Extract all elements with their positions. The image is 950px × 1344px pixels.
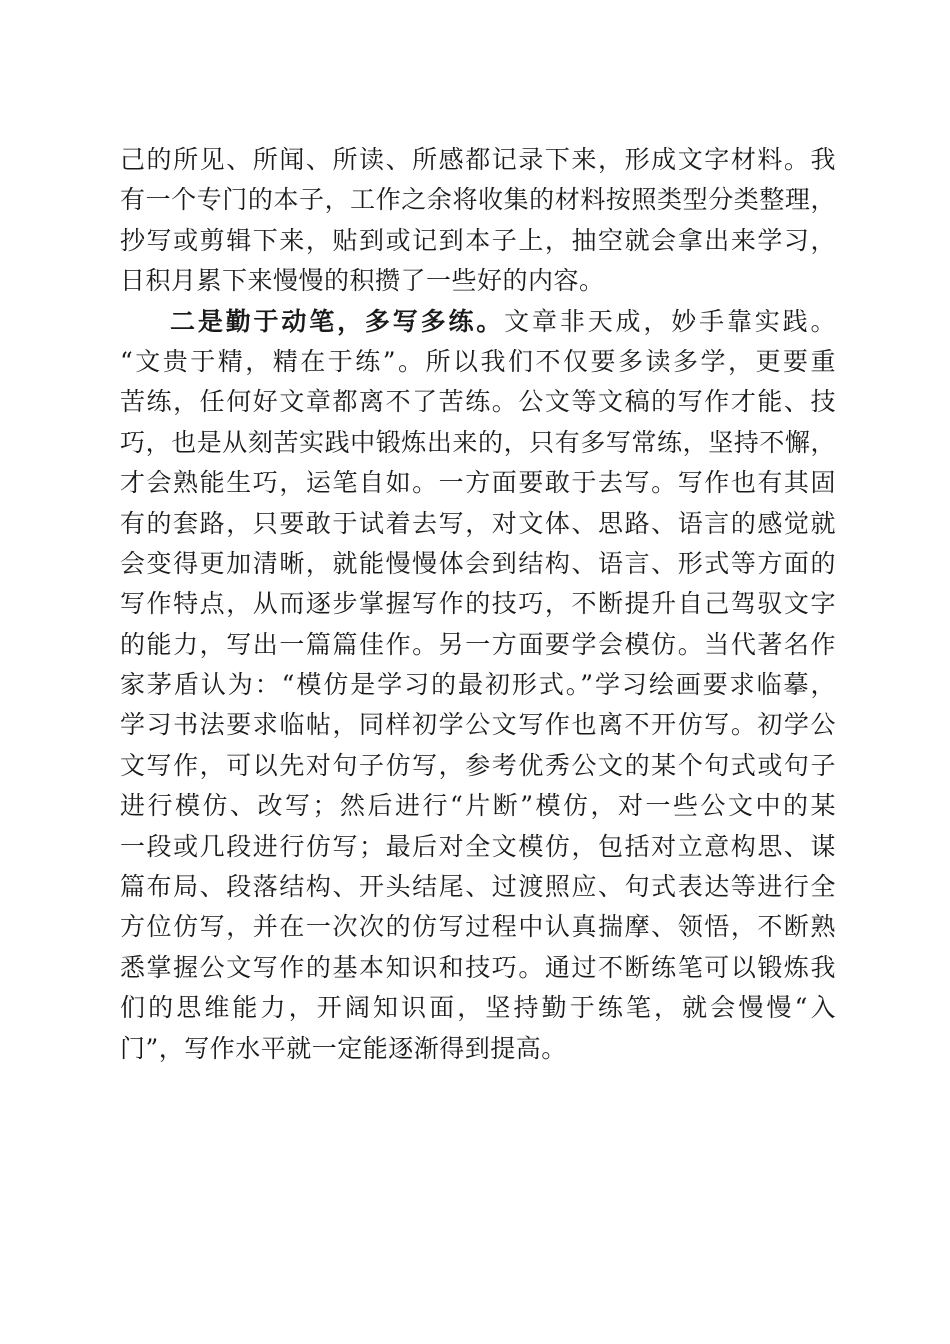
- text-line: 篇布局、段落结构、开头结尾、过渡照应、句式表达等进行全: [120, 872, 836, 902]
- text-line: 有一个专门的本子，工作之余将收集的材料按照类型分类整理，: [120, 185, 836, 215]
- paragraph-2: [120, 302, 836, 1069]
- text-line: 有的套路，只要敢于试着去写，对文体、思路、语言的感觉就: [120, 508, 836, 538]
- text-line: 的能力，写出一篇篇佳作。另一方面要学会模仿。当代著名作: [120, 629, 836, 659]
- text-line: 己的所见、所闻、所读、所感都记录下来，形成文字材料。我: [120, 145, 836, 174]
- text-line: 家茅盾认为：“模仿是学习的最初形式。”学习绘画要求临摹，: [120, 670, 836, 700]
- text-line: 门”，写作水平就一定能逐渐得到提高。: [120, 1033, 567, 1063]
- paragraph-first-line: [120, 302, 836, 342]
- text-line: “文贵于精，精在于练”。所以我们不仅要多读多学，更要重: [120, 346, 836, 376]
- heading-continuation: 文章非天成，妙手靠实践。: [504, 306, 836, 336]
- text-line: 学习书法要求临帖，同样初学公文写作也离不开仿写。初学公: [120, 710, 836, 740]
- paragraph-heading: 二是勤于动笔，多写多练。: [170, 306, 505, 336]
- text-line: 抄写或剪辑下来，贴到或记到本子上，抽空就会拿出来学习，: [120, 225, 836, 255]
- paragraph-1: [120, 140, 836, 302]
- text-line: 进行模仿、改写；然后进行“片断”模仿，对一些公文中的某: [120, 791, 836, 821]
- text-line: 方位仿写，并在一次次的仿写过程中认真揣摩、领悟，不断熟: [120, 912, 836, 942]
- document-page: [120, 140, 836, 1069]
- text-line: 们的思维能力，开阔知识面，坚持勤于练笔，就会慢慢“入: [120, 993, 836, 1023]
- text-line: 一段或几段进行仿写；最后对全文模仿，包括对立意构思、谋: [120, 831, 836, 861]
- text-line: 才会熟能生巧，运笔自如。一方面要敢于去写。写作也有其固: [120, 468, 836, 498]
- text-line: 写作特点，从而逐步掌握写作的技巧，不断提升自己驾驭文字: [120, 589, 836, 619]
- text-line: 苦练，任何好文章都离不了苦练。公文等文稿的写作才能、技: [120, 387, 836, 417]
- text-line: 巧，也是从刻苦实践中锻炼出来的，只有多写常练，坚持不懈，: [120, 427, 836, 457]
- text-line: 会变得更加清晰，就能慢慢体会到结构、语言、形式等方面的: [120, 548, 836, 578]
- text-line: 日积月累下来慢慢的积攒了一些好的内容。: [120, 266, 605, 296]
- text-line: 悉掌握公文写作的基本知识和技巧。通过不断练笔可以锻炼我: [120, 952, 836, 982]
- text-line: 文写作，可以先对句子仿写，参考优秀公文的某个句式或句子: [120, 750, 836, 780]
